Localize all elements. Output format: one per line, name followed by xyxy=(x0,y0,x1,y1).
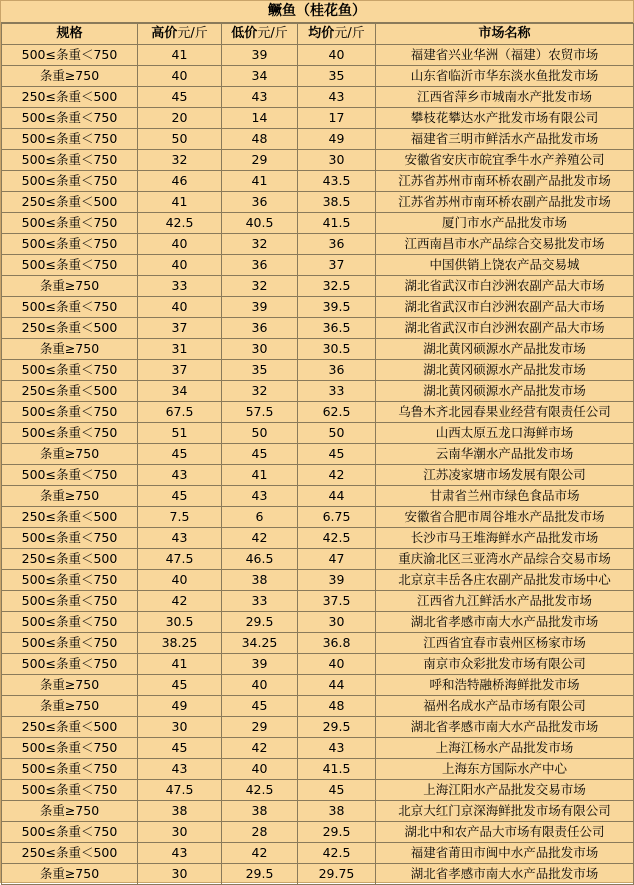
cell-market-name: 安徽省合肥市周谷堆水产品批发市场 xyxy=(376,507,634,528)
cell-low-price: 34 xyxy=(222,66,298,87)
cell-low-price: 29.5 xyxy=(222,612,298,633)
table-row xyxy=(2,738,634,759)
cell-high-price: 37 xyxy=(138,318,222,339)
table-row xyxy=(2,486,634,507)
cell-market-name: 江苏省苏州市南环桥农副产品批发市场 xyxy=(376,192,634,213)
table-row xyxy=(2,780,634,801)
cell-avg-price: 45 xyxy=(298,780,376,801)
cell-spec: 500≤条重＜750 xyxy=(2,213,138,234)
cell-high-price: 45 xyxy=(138,675,222,696)
cell-low-price: 36 xyxy=(222,192,298,213)
table-row xyxy=(2,864,634,885)
cell-spec: 500≤条重＜750 xyxy=(2,45,138,66)
cell-high-price: 43 xyxy=(138,465,222,486)
header-high xyxy=(138,24,222,45)
cell-market-name: 上海东方国际水产中心 xyxy=(376,759,634,780)
table-row xyxy=(2,129,634,150)
cell-avg-price: 43 xyxy=(298,738,376,759)
cell-low-price: 39 xyxy=(222,654,298,675)
cell-spec: 500≤条重＜750 xyxy=(2,570,138,591)
table-row xyxy=(2,150,634,171)
cell-market-name: 江西南昌市水产品综合交易批发市场 xyxy=(376,234,634,255)
cell-low-price: 29 xyxy=(222,150,298,171)
cell-high-price: 40 xyxy=(138,66,222,87)
cell-spec: 500≤条重＜750 xyxy=(2,654,138,675)
header-avg-unit: 元/斤 xyxy=(334,26,365,41)
cell-spec: 250≤条重＜500 xyxy=(2,381,138,402)
cell-market-name: 山西太原五龙口海鲜市场 xyxy=(376,423,634,444)
cell-avg-price: 43.5 xyxy=(298,171,376,192)
table-row xyxy=(2,276,634,297)
cell-spec: 250≤条重＜500 xyxy=(2,87,138,108)
cell-market-name: 湖北黄冈硕源水产品批发市场 xyxy=(376,360,634,381)
cell-low-price: 6 xyxy=(222,507,298,528)
table-row xyxy=(2,108,634,129)
cell-avg-price: 45 xyxy=(298,444,376,465)
cell-market-name: 福建省兴业华洲（福建）农贸市场 xyxy=(376,45,634,66)
cell-high-price: 50 xyxy=(138,129,222,150)
cell-avg-price: 42.5 xyxy=(298,843,376,864)
table-row xyxy=(2,654,634,675)
cell-high-price: 67.5 xyxy=(138,402,222,423)
cell-spec: 500≤条重＜750 xyxy=(2,255,138,276)
cell-spec: 500≤条重＜750 xyxy=(2,591,138,612)
cell-spec: 250≤条重＜500 xyxy=(2,549,138,570)
cell-spec: 250≤条重＜500 xyxy=(2,507,138,528)
cell-spec: 条重≥750 xyxy=(2,66,138,87)
table-row xyxy=(2,822,634,843)
table-row xyxy=(2,45,634,66)
cell-market-name: 北京京丰岳各庄农副产品批发市场中心 xyxy=(376,570,634,591)
table-row xyxy=(2,465,634,486)
cell-market-name: 湖北黄冈硕源水产品批发市场 xyxy=(376,381,634,402)
cell-spec: 500≤条重＜750 xyxy=(2,171,138,192)
cell-market-name: 江西省宜春市袁州区杨家市场 xyxy=(376,633,634,654)
cell-low-price: 48 xyxy=(222,129,298,150)
cell-market-name: 上海江阳水产品批发交易市场 xyxy=(376,780,634,801)
cell-spec: 500≤条重＜750 xyxy=(2,759,138,780)
cell-high-price: 45 xyxy=(138,738,222,759)
cell-low-price: 41 xyxy=(222,171,298,192)
cell-high-price: 49 xyxy=(138,696,222,717)
cell-market-name: 安徽省安庆市皖宜季牛水产养殖公司 xyxy=(376,150,634,171)
cell-market-name: 中国供销上饶农产品交易城 xyxy=(376,255,634,276)
cell-avg-price: 50 xyxy=(298,423,376,444)
cell-spec: 500≤条重＜750 xyxy=(2,822,138,843)
cell-avg-price: 47 xyxy=(298,549,376,570)
cell-low-price: 40 xyxy=(222,675,298,696)
cell-spec: 条重≥750 xyxy=(2,276,138,297)
cell-spec: 条重≥750 xyxy=(2,675,138,696)
cell-high-price: 45 xyxy=(138,87,222,108)
header-high-label: 高价 xyxy=(151,26,178,41)
cell-avg-price: 38.5 xyxy=(298,192,376,213)
cell-market-name: 云南华潮水产品批发市场 xyxy=(376,444,634,465)
cell-low-price: 43 xyxy=(222,87,298,108)
cell-market-name: 湖北省孝感市南大水产品批发市场 xyxy=(376,717,634,738)
cell-high-price: 40 xyxy=(138,570,222,591)
cell-high-price: 32 xyxy=(138,150,222,171)
cell-market-name: 湖北省武汉市白沙洲农副产品大市场 xyxy=(376,297,634,318)
cell-high-price: 43 xyxy=(138,528,222,549)
table-row xyxy=(2,612,634,633)
header-low xyxy=(222,24,298,45)
cell-spec: 条重≥750 xyxy=(2,801,138,822)
cell-market-name: 福建省莆田市闽中水产品批发市场 xyxy=(376,843,634,864)
cell-high-price: 38 xyxy=(138,801,222,822)
cell-avg-price: 36.8 xyxy=(298,633,376,654)
header-avg-label: 均价 xyxy=(308,26,335,41)
cell-low-price: 57.5 xyxy=(222,402,298,423)
cell-spec: 500≤条重＜750 xyxy=(2,780,138,801)
cell-low-price: 32 xyxy=(222,276,298,297)
cell-spec: 条重≥750 xyxy=(2,486,138,507)
cell-spec: 500≤条重＜750 xyxy=(2,465,138,486)
table-row xyxy=(2,843,634,864)
cell-avg-price: 44 xyxy=(298,486,376,507)
table-row xyxy=(2,402,634,423)
table-row xyxy=(2,318,634,339)
cell-avg-price: 40 xyxy=(298,654,376,675)
cell-low-price: 32 xyxy=(222,381,298,402)
table-row xyxy=(2,444,634,465)
cell-spec: 条重≥750 xyxy=(2,444,138,465)
cell-high-price: 43 xyxy=(138,843,222,864)
cell-low-price: 35 xyxy=(222,360,298,381)
cell-low-price: 42 xyxy=(222,528,298,549)
cell-low-price: 34.25 xyxy=(222,633,298,654)
table-row xyxy=(2,633,634,654)
cell-spec: 500≤条重＜750 xyxy=(2,633,138,654)
cell-spec: 250≤条重＜500 xyxy=(2,843,138,864)
table-row xyxy=(2,591,634,612)
header-low-unit: 元/斤 xyxy=(257,26,288,41)
cell-high-price: 30 xyxy=(138,864,222,885)
cell-high-price: 45 xyxy=(138,444,222,465)
cell-low-price: 36 xyxy=(222,318,298,339)
cell-market-name: 福州名成水产品市场有限公司 xyxy=(376,696,634,717)
table-row xyxy=(2,381,634,402)
cell-high-price: 38.25 xyxy=(138,633,222,654)
cell-spec: 500≤条重＜750 xyxy=(2,150,138,171)
cell-avg-price: 44 xyxy=(298,675,376,696)
cell-high-price: 40 xyxy=(138,255,222,276)
table-row xyxy=(2,255,634,276)
sheet-title: 鳜鱼（桂花鱼） xyxy=(1,1,633,23)
cell-high-price: 41 xyxy=(138,192,222,213)
cell-market-name: 南京市众彩批发市场有限公司 xyxy=(376,654,634,675)
cell-avg-price: 6.75 xyxy=(298,507,376,528)
cell-market-name: 江西省九江鲜活水产品批发市场 xyxy=(376,591,634,612)
cell-avg-price: 32.5 xyxy=(298,276,376,297)
cell-high-price: 7.5 xyxy=(138,507,222,528)
header-avg xyxy=(298,24,376,45)
cell-avg-price: 36 xyxy=(298,234,376,255)
table-row xyxy=(2,423,634,444)
header-low-label: 低价 xyxy=(231,26,258,41)
cell-low-price: 40 xyxy=(222,759,298,780)
cell-avg-price: 36.5 xyxy=(298,318,376,339)
cell-low-price: 39 xyxy=(222,45,298,66)
cell-high-price: 40 xyxy=(138,297,222,318)
cell-market-name: 湖北省孝感市南大水产品批发市场 xyxy=(376,864,634,885)
cell-low-price: 45 xyxy=(222,444,298,465)
cell-high-price: 51 xyxy=(138,423,222,444)
cell-spec: 500≤条重＜750 xyxy=(2,297,138,318)
table-row xyxy=(2,507,634,528)
cell-spec: 条重≥750 xyxy=(2,339,138,360)
table-row xyxy=(2,696,634,717)
cell-spec: 500≤条重＜750 xyxy=(2,738,138,759)
cell-high-price: 40 xyxy=(138,234,222,255)
cell-low-price: 50 xyxy=(222,423,298,444)
table-row xyxy=(2,192,634,213)
cell-avg-price: 36 xyxy=(298,360,376,381)
cell-market-name: 湖北省武汉市白沙洲农副产品大市场 xyxy=(376,318,634,339)
price-table xyxy=(1,23,634,885)
cell-high-price: 41 xyxy=(138,45,222,66)
cell-low-price: 33 xyxy=(222,591,298,612)
cell-market-name: 北京大红门京深海鲜批发市场有限公司 xyxy=(376,801,634,822)
cell-high-price: 42 xyxy=(138,591,222,612)
cell-low-price: 38 xyxy=(222,801,298,822)
cell-avg-price: 29.75 xyxy=(298,864,376,885)
cell-avg-price: 39.5 xyxy=(298,297,376,318)
cell-market-name: 福建省三明市鲜活水产品批发市场 xyxy=(376,129,634,150)
cell-spec: 250≤条重＜500 xyxy=(2,192,138,213)
cell-market-name: 山东省临沂市华东淡水鱼批发市场 xyxy=(376,66,634,87)
header-high-unit: 元/斤 xyxy=(177,26,208,41)
cell-avg-price: 40 xyxy=(298,45,376,66)
cell-spec: 500≤条重＜750 xyxy=(2,612,138,633)
table-row xyxy=(2,171,634,192)
table-row xyxy=(2,339,634,360)
cell-low-price: 39 xyxy=(222,297,298,318)
cell-market-name: 厦门市水产品批发市场 xyxy=(376,213,634,234)
cell-low-price: 29 xyxy=(222,717,298,738)
table-row xyxy=(2,234,634,255)
cell-avg-price: 30 xyxy=(298,612,376,633)
cell-avg-price: 29.5 xyxy=(298,717,376,738)
cell-avg-price: 37 xyxy=(298,255,376,276)
cell-high-price: 31 xyxy=(138,339,222,360)
cell-high-price: 34 xyxy=(138,381,222,402)
cell-avg-price: 62.5 xyxy=(298,402,376,423)
cell-high-price: 41 xyxy=(138,654,222,675)
cell-spec: 250≤条重＜500 xyxy=(2,717,138,738)
cell-low-price: 28 xyxy=(222,822,298,843)
cell-spec: 500≤条重＜750 xyxy=(2,129,138,150)
cell-market-name: 上海江杨水产品批发市场 xyxy=(376,738,634,759)
cell-high-price: 45 xyxy=(138,486,222,507)
cell-low-price: 42 xyxy=(222,738,298,759)
cell-spec: 500≤条重＜750 xyxy=(2,423,138,444)
cell-avg-price: 38 xyxy=(298,801,376,822)
cell-low-price: 38 xyxy=(222,570,298,591)
cell-high-price: 43 xyxy=(138,759,222,780)
cell-market-name: 江苏凌家塘市场发展有限公司 xyxy=(376,465,634,486)
cell-market-name: 乌鲁木齐北园春果业经营有限责任公司 xyxy=(376,402,634,423)
cell-avg-price: 43 xyxy=(298,87,376,108)
cell-market-name: 湖北省武汉市白沙洲农副产品大市场 xyxy=(376,276,634,297)
cell-market-name: 湖北中和农产品大市场有限责任公司 xyxy=(376,822,634,843)
cell-low-price: 29.5 xyxy=(222,864,298,885)
cell-high-price: 42.5 xyxy=(138,213,222,234)
cell-market-name: 长沙市马王堆海鲜水产品批发市场 xyxy=(376,528,634,549)
cell-spec: 条重≥750 xyxy=(2,864,138,885)
table-row xyxy=(2,801,634,822)
table-row xyxy=(2,675,634,696)
table-row xyxy=(2,528,634,549)
table-row xyxy=(2,360,634,381)
header-market: 市场名称 xyxy=(376,24,634,45)
cell-high-price: 47.5 xyxy=(138,549,222,570)
table-row xyxy=(2,717,634,738)
table-row xyxy=(2,66,634,87)
cell-avg-price: 35 xyxy=(298,66,376,87)
cell-low-price: 14 xyxy=(222,108,298,129)
cell-avg-price: 29.5 xyxy=(298,822,376,843)
cell-high-price: 37 xyxy=(138,360,222,381)
cell-avg-price: 48 xyxy=(298,696,376,717)
table-row xyxy=(2,759,634,780)
table-body xyxy=(2,45,634,885)
cell-spec: 250≤条重＜500 xyxy=(2,318,138,339)
table-row xyxy=(2,570,634,591)
cell-market-name: 呼和浩特融桥海鲜批发市场 xyxy=(376,675,634,696)
cell-spec: 500≤条重＜750 xyxy=(2,402,138,423)
cell-avg-price: 37.5 xyxy=(298,591,376,612)
cell-high-price: 20 xyxy=(138,108,222,129)
table-row xyxy=(2,213,634,234)
cell-low-price: 40.5 xyxy=(222,213,298,234)
cell-low-price: 46.5 xyxy=(222,549,298,570)
cell-avg-price: 30.5 xyxy=(298,339,376,360)
cell-market-name: 江西省萍乡市城南水产批发市场 xyxy=(376,87,634,108)
cell-low-price: 41 xyxy=(222,465,298,486)
cell-low-price: 30 xyxy=(222,339,298,360)
cell-spec: 条重≥750 xyxy=(2,696,138,717)
cell-avg-price: 41.5 xyxy=(298,213,376,234)
table-row xyxy=(2,87,634,108)
cell-low-price: 32 xyxy=(222,234,298,255)
cell-high-price: 30 xyxy=(138,822,222,843)
cell-high-price: 30.5 xyxy=(138,612,222,633)
cell-low-price: 43 xyxy=(222,486,298,507)
header-spec: 规格 xyxy=(2,24,138,45)
cell-avg-price: 41.5 xyxy=(298,759,376,780)
cell-high-price: 46 xyxy=(138,171,222,192)
cell-low-price: 36 xyxy=(222,255,298,276)
cell-market-name: 甘肃省兰州市绿色食品市场 xyxy=(376,486,634,507)
cell-low-price: 45 xyxy=(222,696,298,717)
table-row xyxy=(2,549,634,570)
cell-spec: 500≤条重＜750 xyxy=(2,108,138,129)
cell-market-name: 江苏省苏州市南环桥农副产品批发市场 xyxy=(376,171,634,192)
cell-spec: 500≤条重＜750 xyxy=(2,234,138,255)
cell-low-price: 42 xyxy=(222,843,298,864)
cell-spec: 500≤条重＜750 xyxy=(2,360,138,381)
table-row xyxy=(2,297,634,318)
cell-high-price: 33 xyxy=(138,276,222,297)
cell-market-name: 湖北黄冈硕源水产品批发市场 xyxy=(376,339,634,360)
header-row xyxy=(2,24,634,45)
cell-avg-price: 17 xyxy=(298,108,376,129)
cell-low-price: 42.5 xyxy=(222,780,298,801)
cell-market-name: 攀枝花攀达水产批发市场有限公司 xyxy=(376,108,634,129)
cell-avg-price: 49 xyxy=(298,129,376,150)
cell-market-name: 湖北省孝感市南大水产品批发市场 xyxy=(376,612,634,633)
cell-high-price: 30 xyxy=(138,717,222,738)
cell-avg-price: 30 xyxy=(298,150,376,171)
cell-spec: 500≤条重＜750 xyxy=(2,528,138,549)
cell-avg-price: 33 xyxy=(298,381,376,402)
cell-avg-price: 39 xyxy=(298,570,376,591)
cell-avg-price: 42.5 xyxy=(298,528,376,549)
cell-market-name: 重庆渝北区三亚湾水产品综合交易市场 xyxy=(376,549,634,570)
cell-high-price: 47.5 xyxy=(138,780,222,801)
cell-avg-price: 42 xyxy=(298,465,376,486)
